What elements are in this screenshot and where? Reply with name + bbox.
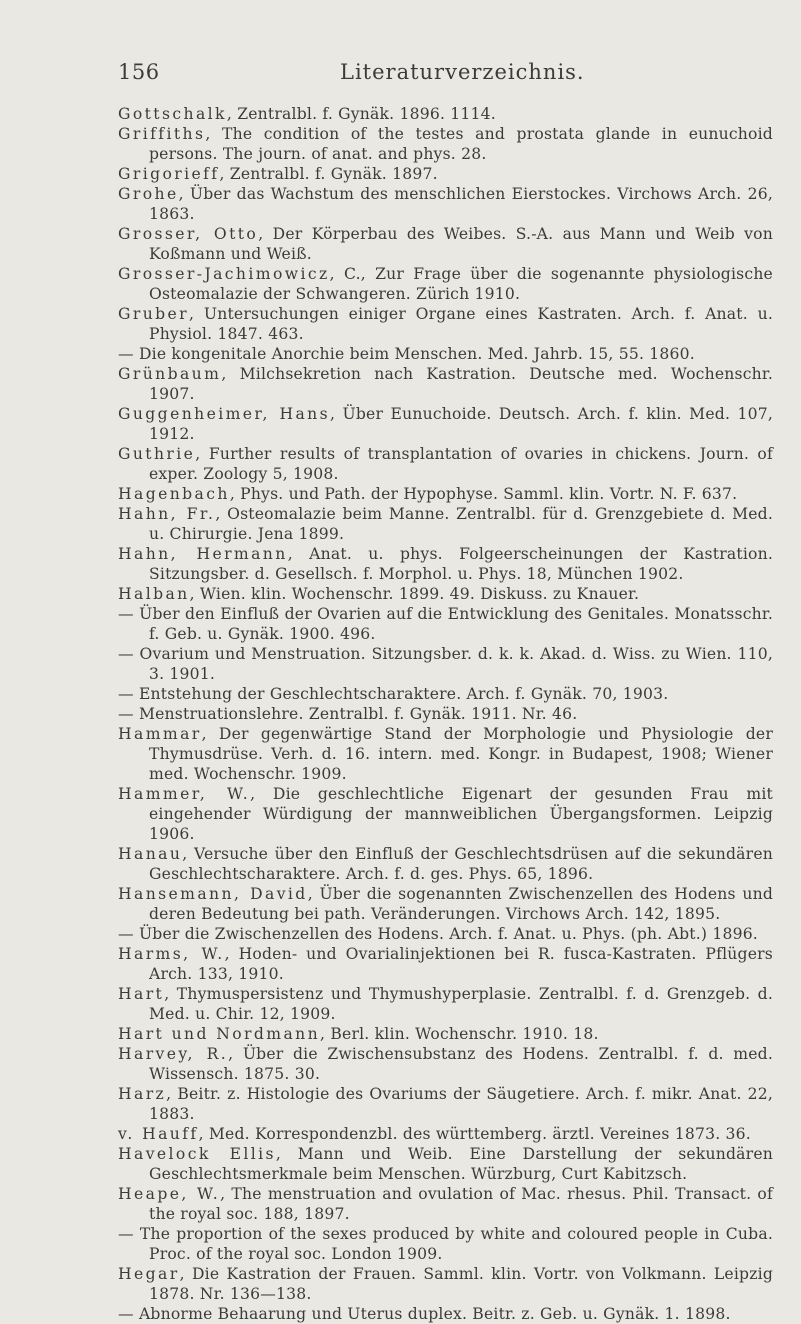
entry-author: v. Hauff	[118, 1125, 199, 1143]
bibliography-entry	[118, 484, 773, 504]
bibliography-entry	[118, 1224, 773, 1264]
entry-text: , Med. Korrespondenzbl. des württemberg. ärztl. Vereines 1873. 36.	[198, 1125, 751, 1143]
entry-author: Hahn, Fr.	[118, 505, 216, 523]
bibliography-entry	[118, 1184, 773, 1224]
bibliography-entry	[118, 544, 773, 584]
entry-author: Grigorieff	[118, 165, 220, 183]
entry-author: Harms, W.	[118, 945, 225, 963]
bibliography-entry	[118, 304, 773, 344]
bibliography-entry	[118, 604, 773, 644]
entry-text: , C., Zur Frage über die sogenannte physiologische Osteomalazie der Schwangeren. Zürich 1910.	[149, 265, 773, 303]
page-header	[118, 60, 761, 90]
entry-author: Grosser, Otto	[118, 225, 259, 243]
entry-author: Grohe	[118, 185, 179, 203]
bibliography-entry	[118, 444, 773, 484]
entry-author: Guggenheimer, Hans	[118, 405, 331, 423]
entry-text: — Die kongenitale Anorchie beim Menschen. Med. Jahrb. 15, 55. 1860.	[118, 345, 695, 363]
entry-author: Hammer, W.	[118, 785, 251, 803]
entry-text: , Über Eunuchoide. Deutsch. Arch. f. klin. Med. 107, 1912.	[149, 405, 773, 443]
entry-text: , Beitr. z. Histologie des Ovariums der Säugetiere. Arch. f. mikr. Anat. 22, 1883.	[149, 1085, 773, 1123]
entry-author: Hammar	[118, 725, 202, 743]
bibliography-entry	[118, 1124, 773, 1144]
bibliography-entry	[118, 844, 773, 884]
entry-author: Hagenbach	[118, 485, 230, 503]
bibliography-entry	[118, 1024, 773, 1044]
entry-text: , Wien. klin. Wochenschr. 1899. 49. Diskuss. zu Knauer.	[189, 585, 640, 603]
bibliography-entry	[118, 124, 773, 164]
entry-text: , Further results of transplantation of ovaries in chickens. Journ. of exper. Zoology 5, 1908.	[149, 445, 773, 483]
entry-author: Hansemann, David	[118, 885, 308, 903]
entry-author: Gottschalk	[118, 105, 227, 123]
bibliography-entry	[118, 1304, 773, 1324]
entry-text: , Phys. und Path. der Hypophyse. Samml. klin. Vortr. N. F. 637.	[229, 485, 738, 503]
entry-text: , Die geschlechtliche Eigenart der gesunden Frau mit eingehender Würdigung der mannweiblichen Übergangsformen. Leipzig 1906.	[149, 785, 773, 843]
entry-text: , The condition of the testes and prostata glande in eunuchoid persons. The journ. of anat. and phys. 28.	[149, 125, 773, 163]
bibliography-entry	[118, 164, 773, 184]
bibliography-entry	[118, 344, 773, 364]
entry-text: , Mann und Weib. Eine Darstellung der sekundären Geschlechtsmerkmale beim Menschen. Würzburg, Curt Kabitzsch.	[149, 1145, 773, 1183]
entry-author: Grosser-Jachimowicz	[118, 265, 330, 283]
entry-text: , Osteomalazie beim Manne. Zentralbl. für d. Grenzgebiete d. Med. u. Chirurgie. Jena 1899.	[149, 505, 773, 543]
bibliography-entry	[118, 504, 773, 544]
bibliography-entry	[118, 724, 773, 784]
entry-text: — The proportion of the sexes produced by white and coloured people in Cuba. Proc. of the royal soc. London 1909.	[118, 1225, 773, 1263]
bibliography-entry	[118, 924, 773, 944]
bibliography-entry	[118, 1044, 773, 1084]
entry-author: Heape, W.	[118, 1185, 221, 1203]
entry-text: — Über die Zwischenzellen des Hodens. Arch. f. Anat. u. Phys. (ph. Abt.) 1896.	[118, 925, 758, 943]
entry-text: , Zentralbl. f. Gynäk. 1897.	[219, 165, 438, 183]
entry-text: , Über die Zwischensubstanz des Hodens. Zentralbl. f. d. med. Wissensch. 1875. 30.	[149, 1045, 773, 1083]
entry-author: Halban	[118, 585, 190, 603]
bibliography-entry	[118, 784, 773, 844]
bibliography-entry	[118, 1144, 773, 1184]
bibliography-entry	[118, 704, 773, 724]
bibliography-entry	[118, 1264, 773, 1304]
bibliography-entry	[118, 684, 773, 704]
entry-text: , Hoden- und Ovarialinjektionen bei R. fusca-Kastraten. Pflügers Arch. 133, 1910.	[149, 945, 773, 983]
bibliography-entry	[118, 884, 773, 924]
entry-author: Hart	[118, 985, 165, 1003]
entry-text: , Thymuspersistenz und Thymushyperplasie. Zentralbl. f. d. Grenzgeb. d. Med. u. Chir. 12, 1909.	[149, 985, 773, 1023]
bibliography-entry	[118, 584, 773, 604]
entry-author: Harz	[118, 1085, 167, 1103]
bibliography-entry	[118, 1084, 773, 1124]
entry-text: , Über das Wachstum des menschlichen Eierstockes. Virchows Arch. 26, 1863.	[149, 185, 773, 223]
bibliography-entry	[118, 404, 773, 444]
entry-author: Harvey, R.	[118, 1045, 229, 1063]
bibliography-list	[118, 104, 773, 1324]
entry-author: Hahn, Hermann	[118, 545, 288, 563]
entry-text: , The menstruation and ovulation of Mac. rhesus. Phil. Transact. of the royal soc. 188, 1897.	[149, 1185, 773, 1223]
bibliography-entry	[118, 364, 773, 404]
entry-text: — Menstruationslehre. Zentralbl. f. Gynäk. 1911. Nr. 46.	[118, 705, 578, 723]
bibliography-entry	[118, 264, 773, 304]
bibliography-entry	[118, 184, 773, 224]
page-number: 156	[118, 60, 160, 84]
entry-text: , Über die sogenannten Zwischenzellen des Hodens und deren Bedeutung bei path. Veränderungen. Virchows Arch. 142, 1895.	[149, 885, 774, 923]
entry-text: , Der Körperbau des Weibes. S.-A. aus Mann und Weib von Koßmann und Weiß.	[149, 225, 774, 263]
entry-author: Hanau	[118, 845, 183, 863]
bibliography-entry	[118, 104, 773, 124]
entry-text: , Zentralbl. f. Gynäk. 1896. 1114.	[226, 105, 496, 123]
entry-author: Hegar	[118, 1265, 180, 1283]
entry-author: Griffiths	[118, 125, 206, 143]
entry-text: , Berl. klin. Wochenschr. 1910. 18.	[320, 1025, 599, 1043]
bibliography-entry	[118, 644, 773, 684]
entry-author: Grünbaum	[118, 365, 222, 383]
entry-text: , Anat. u. phys. Folgeerscheinungen der Kastration. Sitzungsber. d. Gesellsch. f. Morphol. u. Phys. 18, München 1902.	[149, 545, 774, 583]
entry-text: — Entstehung der Geschlechtscharaktere. Arch. f. Gynäk. 70, 1903.	[118, 685, 669, 703]
running-title: Literaturverzeichnis.	[340, 60, 585, 84]
entry-text: , Untersuchungen einiger Organe eines Kastraten. Arch. f. Anat. u. Physiol. 1847. 463.	[149, 305, 773, 343]
entry-author: Hart und Nordmann	[118, 1025, 321, 1043]
bibliography-entry	[118, 944, 773, 984]
entry-text: , Die Kastration der Frauen. Samml. klin. Vortr. von Volkmann. Leipzig 1878. Nr. 136—138.	[149, 1265, 773, 1303]
entry-text: , Versuche über den Einfluß der Geschlechtsdrüsen auf die sekundären Geschlechtscharaktere. Arch. f. d. ges. Phys. 65, 1896.	[149, 845, 773, 883]
entry-author: Guthrie	[118, 445, 196, 463]
entry-author: Havelock Ellis	[118, 1145, 276, 1163]
entry-text: , Der gegenwärtige Stand der Morphologie und Physiologie der Thymusdrüse. Verh. d. 16. intern. med. Kongr. in Budapest, 1908; Wiener med. Wochenschr. 1909.	[149, 725, 773, 783]
entry-text: , Milchsekretion nach Kastration. Deutsche med. Wochenschr. 1907.	[149, 365, 773, 403]
entry-text: — Über den Einfluß der Ovarien auf die Entwicklung des Genitales. Monatsschr. f. Geb. u. Gynäk. 1900. 496.	[118, 605, 773, 643]
entry-author: Gruber	[118, 305, 190, 323]
bibliography-entry	[118, 224, 773, 264]
bibliography-entry	[118, 984, 773, 1024]
entry-text: — Ovarium und Menstruation. Sitzungsber. d. k. k. Akad. d. Wiss. zu Wien. 110, 3. 1901.	[118, 645, 773, 683]
entry-text: — Abnorme Behaarung und Uterus duplex. Beitr. z. Geb. u. Gynäk. 1. 1898.	[118, 1305, 731, 1323]
